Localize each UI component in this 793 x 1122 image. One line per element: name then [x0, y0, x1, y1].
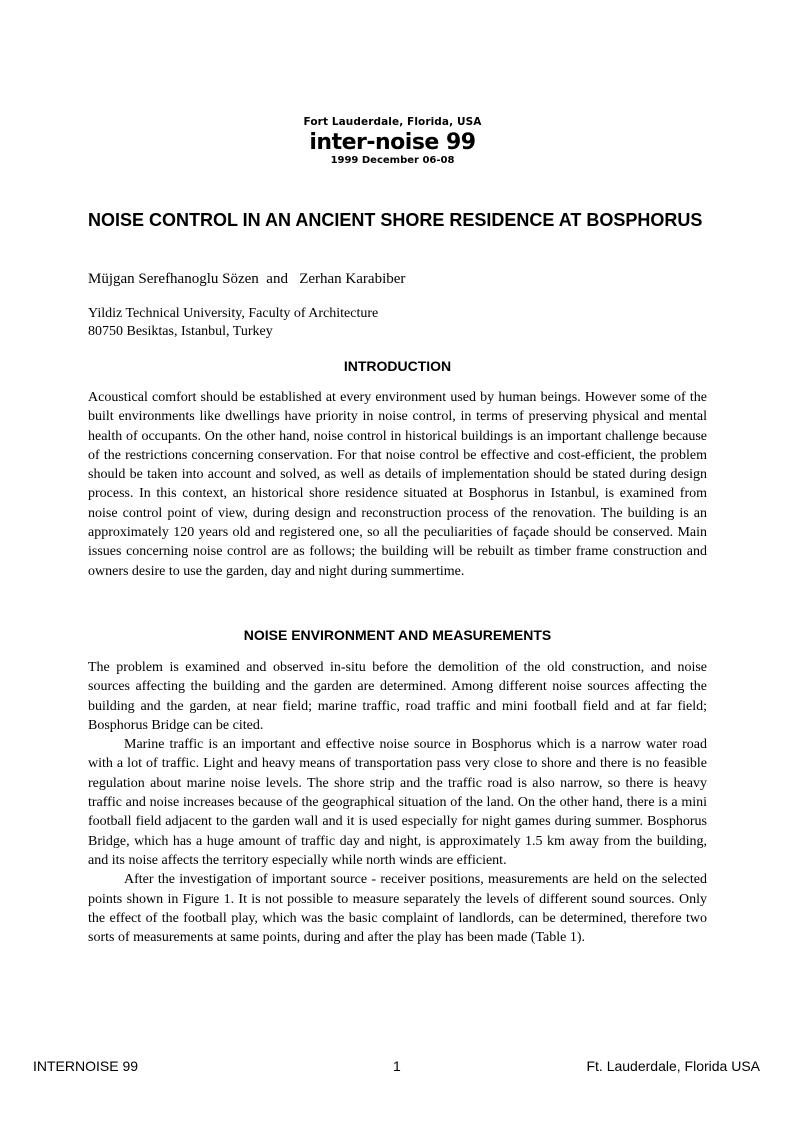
- noise-environment-body: [88, 658, 707, 947]
- noise-environment-heading: NOISE ENVIRONMENT AND MEASUREMENTS: [243, 627, 552, 643]
- conference-header: [0, 116, 793, 166]
- introduction-heading: INTRODUCTION: [343, 358, 452, 374]
- page-number: 1: [393, 1058, 401, 1074]
- body-paragraph-3: After the investigation of important source - receiver positions, measurements are held on the selected points shown in Figure 1. It is not possible to measure separately the levels of different sound sources. Only the effect of the football play, which was the basic complaint of landlords, can be determined, therefore two sorts of measurements at same points, during and after the play has been made (Table 1).: [88, 872, 707, 946]
- affiliation: [88, 305, 378, 341]
- conference-dates: 1999 December 06-08: [330, 155, 455, 166]
- paper-title: NOISE CONTROL IN AN ANCIENT SHORE RESIDENCE AT BOSPHORUS: [88, 210, 703, 230]
- affiliation-line-1: Yildiz Technical University, Faculty of Architecture: [88, 306, 379, 321]
- introduction-paragraph: Acoustical comfort should be established at every environment used by human beings. However some of the built environments like dwellings have priority in noise control, in terms of preserving physical and mental health of occupants. On the other hand, noise control in historical buildings is an important challenge because of the restrictions concerning conservation. For that noise control be effective and cost-efficient, the problem should be taken into account and solved, as well as details of implementation should be stated during design process. In this context, an historical shore residence situated at Bosphorus in Istanbul, is examined from noise control point of view, during design and reconstruction process of the renovation. The building is an approximately 120 years old and registered one, so all the peculiarities of façade should be conserved. Main issues concerning noise control are as follows; the building will be rebuilt as timber frame construction and owners desire to use the garden, day and night during summertime.: [88, 390, 707, 579]
- body-paragraph-1: The problem is examined and observed in-situ before the demolition of the old construction, and noise sources affecting the building and the garden are determined. Among different noise sources affecting the building and the garden, at near field; marine traffic, road traffic and mini football field and at far field; Bosphorus Bridge can be cited.: [88, 660, 707, 733]
- footer-left: INTERNOISE 99: [33, 1058, 139, 1074]
- conference-location: Fort Lauderdale, Florida, USA: [303, 116, 482, 128]
- affiliation-line-2: 80750 Besiktas, Istanbul, Turkey: [88, 324, 273, 339]
- footer-right: Ft. Lauderdale, Florida USA: [586, 1058, 760, 1074]
- body-paragraph-2: Marine traffic is an important and effective noise source in Bosphorus which is a narrow water road with a lot of traffic. Light and heavy means of transportation pass very close to shore and there is no feasible regulation about marine noise levels. The shore strip and the traffic road is also narrow, so there is heavy traffic and noise increases because of the geographical situation of the land. On the other hand, there is a mini football field adjacent to the garden wall and it is used especially for night games during summer. Bosphorus Bridge, which has a huge amount of traffic day and night, is approximately 1.5 km away from the building, and its noise affects the territory especially while north winds are efficient.: [88, 737, 707, 868]
- paper-authors: Müjgan Serefhanoglu Sözen and Zerhan Karabiber: [88, 271, 406, 287]
- conference-logo: inter-noise 99: [309, 130, 476, 155]
